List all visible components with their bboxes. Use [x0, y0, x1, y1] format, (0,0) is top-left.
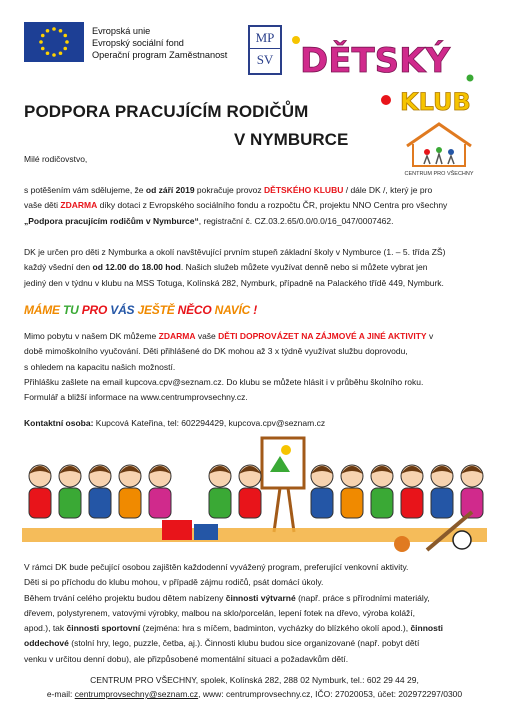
eu-text	[92, 26, 227, 61]
child-figure	[239, 465, 261, 518]
eu-star	[39, 40, 43, 44]
slogan-word: !	[250, 303, 258, 317]
eu-flag-logo	[24, 22, 84, 62]
contact-value: Kupcová Kateřina, tel: 602294429, kupcova.cpv@seznam.cz	[93, 418, 326, 428]
slogan-word: VÁS	[107, 303, 135, 317]
footer-line2: e-mail: centrumprovsechny@seznam.cz, www: centrumprovsechny.cz, IČO: 27020053, účet: 202972297/0300	[46, 689, 463, 699]
eu-line-2: Evropský sociální fond	[92, 37, 184, 48]
slogan-word: NĚCO	[174, 303, 212, 317]
cpv-logo-text: CENTRUM PRO VŠECHNY	[404, 171, 474, 177]
mpsv-bottom: SV	[250, 48, 280, 70]
slogan	[24, 303, 257, 317]
centrum-pro-vsechny-logo	[393, 118, 485, 178]
child-figure	[371, 465, 393, 518]
slogan-word: NAVÍC	[211, 303, 251, 317]
child-figure	[461, 465, 483, 518]
children-illustration	[22, 432, 487, 560]
eu-line-1: Evropská unie	[92, 26, 151, 36]
intro-paragraph: s potěšením vám sdělujeme, že od září 2019 pokračuje provoz DĚTSKÉHO KLUBU / dále DK /, který je pro vaše děti ZDARMA díky dotaci z Evropského sociálního fondu a rozpočtu ČR, projektu NNO Centra pro všechny „Podpora pracujícím rodičům v Nymburce“, registrační č. CZ.03.2.65/0.0/0.0/16_047/0007462.	[24, 185, 448, 226]
child-figure	[59, 465, 81, 518]
klub-logo-line2: KLUB	[400, 88, 471, 116]
child-figure	[29, 465, 51, 518]
child-figure	[149, 465, 171, 518]
slogan-word: JEŠTĚ	[134, 303, 175, 317]
child-figure	[431, 465, 453, 518]
detsky-klub-logo	[292, 34, 474, 116]
eu-line-3: Operační program Zaměstnanost	[92, 49, 228, 60]
child-figure	[341, 465, 363, 518]
mpsv-top: MP	[255, 30, 275, 45]
klub-logo-line1: DĚTSKÝ	[300, 41, 451, 81]
child-figure	[209, 465, 231, 518]
eu-star	[59, 29, 63, 33]
child-figure	[119, 465, 141, 518]
eu-star	[52, 53, 56, 57]
eu-star	[41, 34, 45, 38]
child-figure	[89, 465, 111, 518]
greeting: Milé rodičovstvo,	[24, 154, 88, 164]
slogan-word: PRO	[78, 303, 108, 317]
club-info-paragraph: DK je určen pro děti z Nymburka a okolí navštěvující prvním stupeň základní školy v Nymburce (1. – 5. třída ZŠ) každý všední den od 12.00 do 18.00 hod. Našich služeb můžete využívat denně nebo si můžete vybrat jen jediný den v týdnu v klubu na MSS Totuga, Kolínská 282, Nymburk, případně na Palackého třídě 449, Nymburk.	[24, 247, 446, 288]
footer-line1: CENTRUM PRO VŠECHNY, spolek, Kolínská 282, 288 02 Nymburk, tel.: 602 29 44 29,	[90, 675, 419, 685]
eu-star	[52, 27, 56, 31]
footer-email-link[interactable]: centrumprovsechny@seznam.cz	[74, 689, 199, 699]
slogan-word: MÁME	[24, 303, 60, 317]
eu-star	[46, 51, 50, 55]
escort-paragraph: Mimo pobytu v našem DK můžeme ZDARMA vaše DĚTI DOPROVÁZET NA ZÁJMOVÉ A JINÉ AKTIVITY v době mimoškolního vyučování. Děti přihlášené do DK mohou až 3 x týdně využívat službu doprovodu, s ohledem na kapacitu našich možností. Přihlášku zašlete na email kupcova.cpv@seznam.cz. Do klubu se můžete hlásit i v průběhu školního roku. Formulář a bližší informace na www.centrumprovsechny.cz.	[24, 331, 434, 403]
footer	[0, 673, 509, 701]
eu-star	[46, 29, 50, 33]
slogan-word: TU	[59, 303, 79, 317]
eu-star	[63, 47, 67, 51]
child-figure	[401, 465, 423, 518]
eu-star	[59, 51, 63, 55]
eu-star	[63, 34, 67, 38]
page-title-line1: PODPORA PRACUJÍCÍM RODIČŮM	[24, 102, 309, 121]
contact-label: Kontaktní osoba:	[24, 418, 94, 428]
eu-star	[41, 47, 45, 51]
child-figure	[311, 465, 333, 518]
program-paragraph: V rámci DK bude pečující osobou zajištěn každodenní vyvážený program, preferující venkovní aktivity. Děti si po příchodu do klubu mohou, v případě zájmu rodičů, psát domácí úkoly. Během trvání celého projektu budou dětem nabízeny činnosti výtvarné (např. práce s přírodními materiály, dřevem, polystyrenem, vatovými výrobky, malbou na sklo/porcelán, lepení fotek na dřevo, výroba koláží, apod.), tak činnosti sportovní (zejména: hra s míčem, badminton, vycházky do blízkého okolí apod.), činnosti oddechové (stolní hry, lego, puzzle, četba, aj.). Činnosti klubu budou sice organizované (např. pobyt dětí venku v určitou denní dobu), ale přizpůsobené momentální situaci a požadavkům dětí.	[24, 562, 444, 664]
contact-line	[24, 416, 494, 431]
mpsv-logo	[248, 25, 282, 75]
page-title-line2: V NYMBURCE	[234, 130, 349, 149]
eu-star	[65, 40, 69, 44]
